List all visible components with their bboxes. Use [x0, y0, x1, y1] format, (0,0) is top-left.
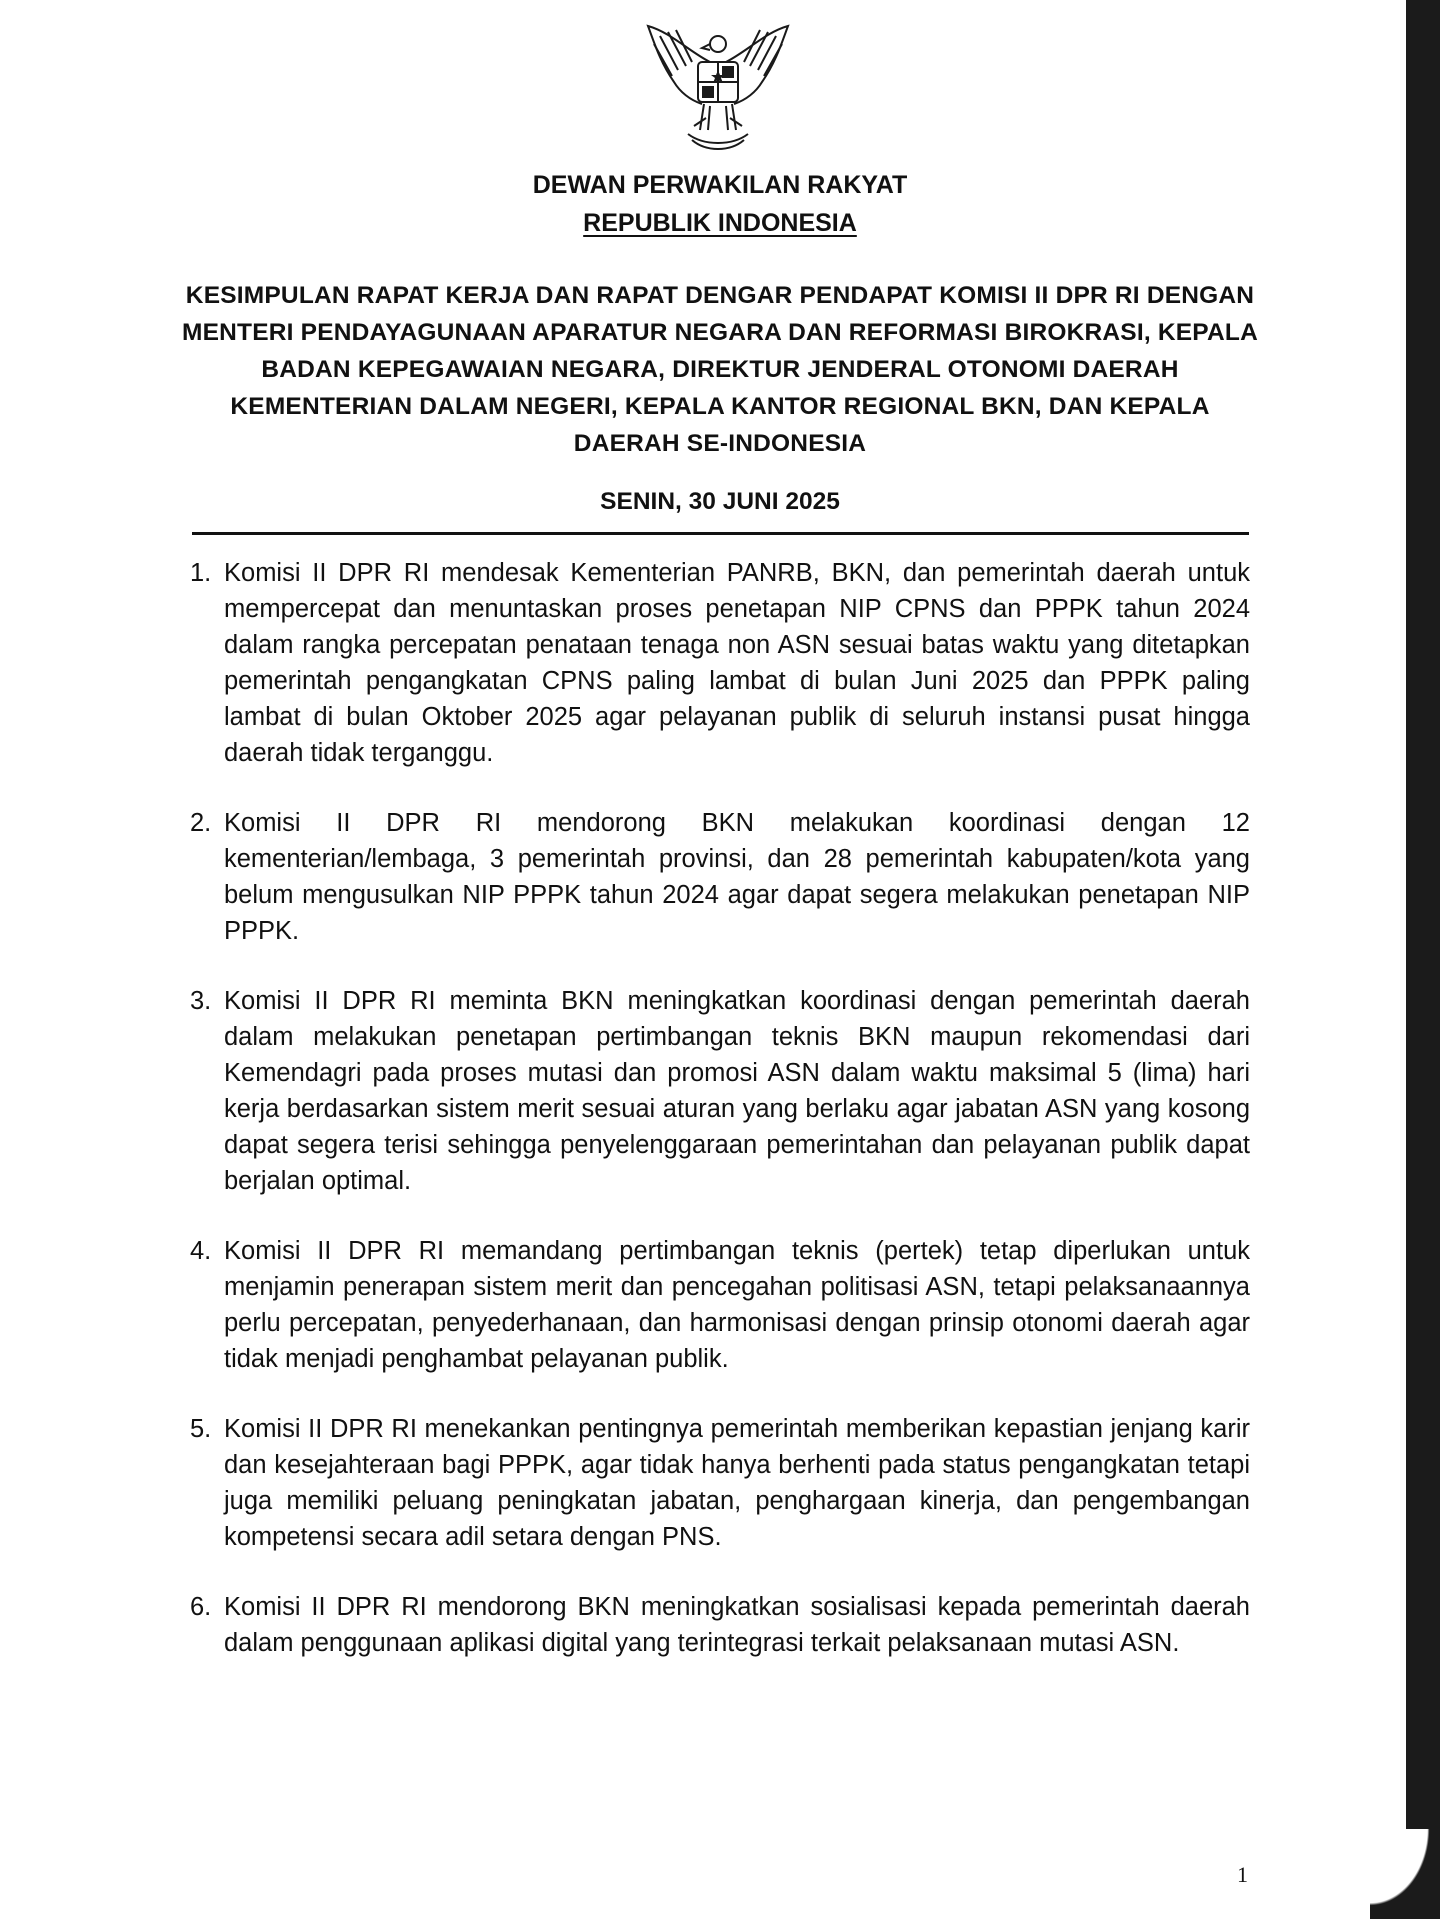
item-text: Komisi II DPR RI meminta BKN meningkatkan koordinasi dengan pemerintah daerah dalam melakukan penetapan pertimbangan teknis BKN maupun rekomendasi dari Kemendagri pada proses mutasi dan promosi ASN dalam waktu maksimal 5 (lima) hari kerja berdasarkan sistem merit sesuai aturan yang berlaku agar jabatan ASN yang kosong dapat segera terisi sehingga penyelenggaraan pemerintahan dan pelayanan publik dapat berjalan optimal.	[224, 987, 1250, 1195]
institution-heading	[0, 166, 1440, 242]
item-number: 1.	[190, 559, 212, 587]
conclusion-item-6	[190, 1589, 1250, 1661]
header-divider	[192, 532, 1249, 535]
item-text: Komisi II DPR RI mendorong BKN melakukan koordinasi dengan 12 kementerian/lembaga, 3 pemerintah provinsi, dan 28 pemerintah kabupaten/kota yang belum mengusulkan NIP PPPK tahun 2024 agar dapat segera melakukan penetapan NIP PPPK.	[224, 809, 1250, 945]
item-text: Komisi II DPR RI memandang pertimbangan teknis (pertek) tetap diperlukan untuk menjamin penerapan sistem merit dan pencegahan politisasi ASN, tetapi pelaksanaannya perlu percepatan, penyederhanaan, dan harmonisasi dengan prinsip otonomi daerah agar tidak menjadi penghambat pelayanan publik.	[224, 1237, 1250, 1373]
document-title: KESIMPULAN RAPAT KERJA DAN RAPAT DENGAR PENDAPAT KOMISI II DPR RI DENGAN MENTERI PENDAYAGUNAAN APARATUR NEGARA DAN REFORMASI BIROKRASI, KEPALA BADAN KEPEGAWAIAN NEGARA, DIREKTUR JENDERAL OTONOMI DAERAH KEMENTERIAN DALAM NEGERI, KEPALA KANTOR REGIONAL BKN, DAN KEPALA DAERAH SE-INDONESIA	[182, 282, 1258, 457]
institution-country: REPUBLIK INDONESIA	[583, 209, 857, 237]
conclusion-item-2	[190, 805, 1250, 949]
conclusion-item-1	[190, 555, 1250, 771]
conclusion-item-3	[190, 983, 1250, 1199]
garuda-emblem-icon	[640, 22, 796, 162]
item-number: 2.	[190, 809, 212, 837]
page-corner-curl	[1370, 1829, 1440, 1919]
conclusion-list	[190, 555, 1250, 1661]
conclusion-item-4	[190, 1233, 1250, 1377]
item-text: Komisi II DPR RI mendesak Kementerian PANRB, BKN, dan pemerintah daerah untuk mempercepat dan menuntaskan proses penetapan NIP CPNS dan PPPK tahun 2024 dalam rangka percepatan penataan tenaga non ASN sesuai batas waktu yang ditetapkan pemerintah pengangkatan CPNS paling lambat di bulan Juni 2025 dan PPPK paling lambat di bulan Oktober 2025 agar pelayanan publik di seluruh instansi pusat hingga daerah tidak terganggu.	[224, 559, 1250, 767]
item-number: 4.	[190, 1237, 212, 1265]
institution-name: DEWAN PERWAKILAN RAKYAT	[532, 171, 908, 199]
item-number: 5.	[190, 1415, 212, 1443]
conclusion-item-5	[190, 1411, 1250, 1555]
item-number: 3.	[190, 987, 212, 1015]
item-number: 6.	[190, 1593, 212, 1621]
scan-edge-shadow	[1406, 0, 1440, 1919]
item-text: Komisi II DPR RI mendorong BKN meningkatkan sosialisasi kepada pemerintah daerah dalam penggunaan aplikasi digital yang terintegrasi terkait pelaksanaan mutasi ASN.	[224, 1593, 1250, 1657]
meeting-date: SENIN, 30 JUNI 2025	[600, 488, 840, 515]
page-number: 1	[1237, 1862, 1248, 1887]
item-text: Komisi II DPR RI menekankan pentingnya pemerintah memberikan kepastian jenjang karir dan kesejahteraan bagi PPPK, agar tidak hanya berhenti pada status pengangkatan tetapi juga memiliki peluang peningkatan jabatan, penghargaan kinerja, dan pengembangan kompetensi secara adil setara dengan PNS.	[224, 1415, 1250, 1551]
